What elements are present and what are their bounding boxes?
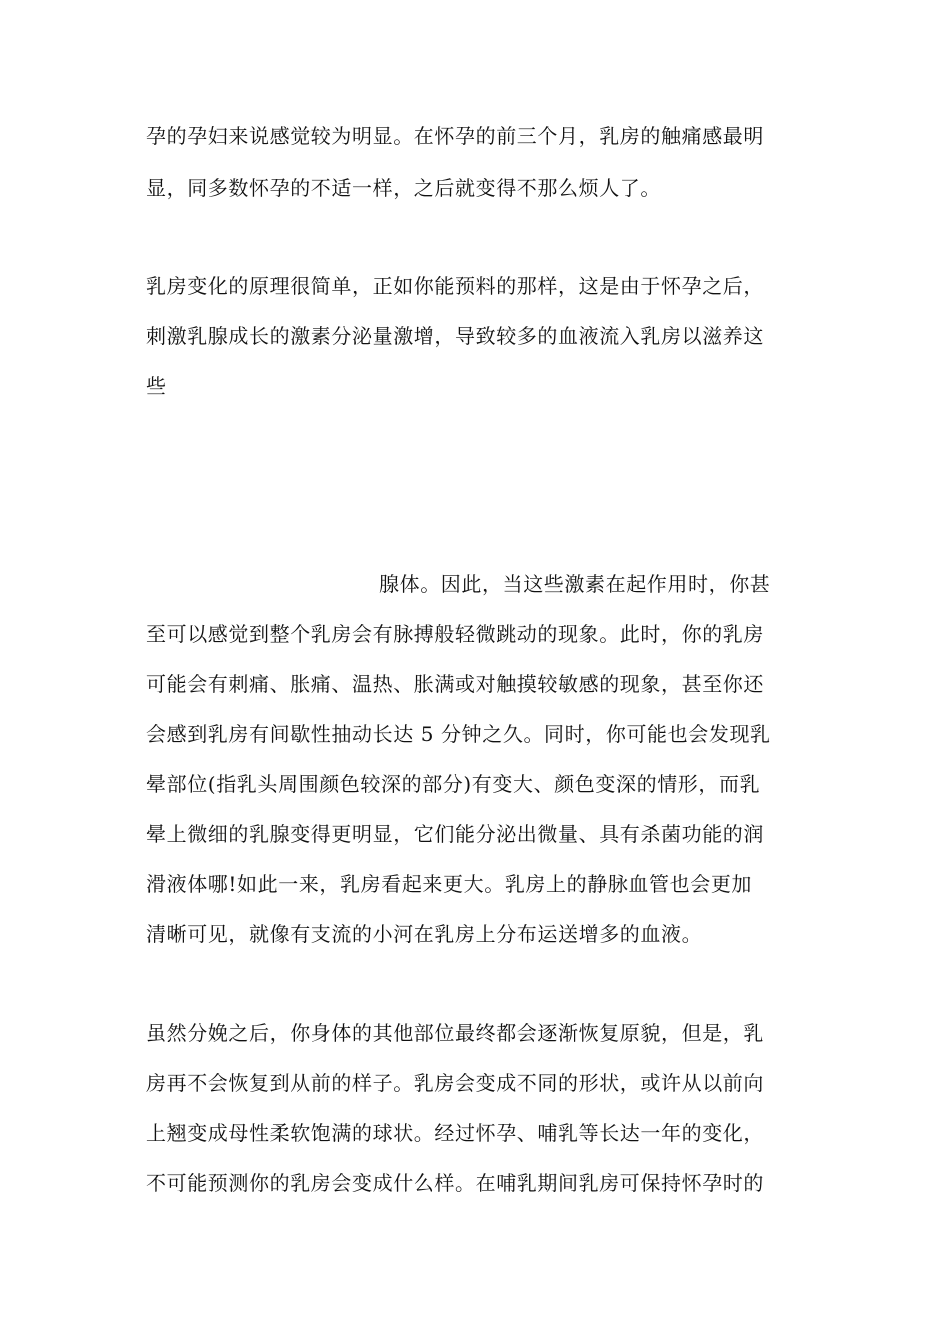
paragraph-3-line-8: 清晰可见，就像有支流的小河在乳房上分布运送增多的血液。 <box>146 922 703 946</box>
paragraph-4-line-2: 房再不会恢复到从前的样子。乳房会变成不同的形状，或许从以前向 <box>146 1071 764 1095</box>
paragraph-3-line-5: 晕部位(指乳头周围颜色较深的部分)有变大、颜色变深的情形，而乳 <box>146 772 761 796</box>
paragraph-3-line-4: 会感到乳房有间歇性抽动长达 5 分钟之久。同时，你可能也会发现乳 <box>146 722 771 746</box>
paragraph-2-line-3: 些 <box>146 374 167 398</box>
paragraph-4-line-4: 不可能预测你的乳房会变成什么样。在哺乳期间乳房可保持怀孕时的 <box>146 1171 764 1195</box>
paragraph-4-line-1: 虽然分娩之后，你身体的其他部位最终都会逐渐恢复原貌，但是，乳 <box>146 1021 764 1045</box>
paragraph-3-line-1: 腺体。因此，当这些激素在起作用时，你甚 <box>379 572 771 596</box>
paragraph-1-line-1: 孕的孕妇来说感觉较为明显。在怀孕的前三个月，乳房的触痛感最明 <box>146 124 764 148</box>
paragraph-3-line-6: 晕上微细的乳腺变得更明显，它们能分泌出微量、具有杀菌功能的润 <box>146 822 764 846</box>
paragraph-3-line-3: 可能会有刺痛、胀痛、温热、胀满或对触摸较敏感的现象，甚至你还 <box>146 672 764 696</box>
paragraph-3-line-2: 至可以感觉到整个乳房会有脉搏般轻微跳动的现象。此时，你的乳房 <box>146 622 764 646</box>
paragraph-2-line-2: 刺激乳腺成长的激素分泌量激增，导致较多的血液流入乳房以滋养这 <box>146 324 764 348</box>
paragraph-4-line-3: 上翘变成母性柔软饱满的球状。经过怀孕、哺乳等长达一年的变化， <box>146 1121 764 1145</box>
paragraph-1-line-2: 显，同多数怀孕的不适一样，之后就变得不那么烦人了。 <box>146 176 661 200</box>
paragraph-3-line-7: 滑液体哪!如此一来，乳房看起来更大。乳房上的静脉血管也会更加 <box>146 872 753 896</box>
paragraph-2-line-1: 乳房变化的原理很简单，正如你能预料的那样，这是由于怀孕之后， <box>146 274 764 298</box>
